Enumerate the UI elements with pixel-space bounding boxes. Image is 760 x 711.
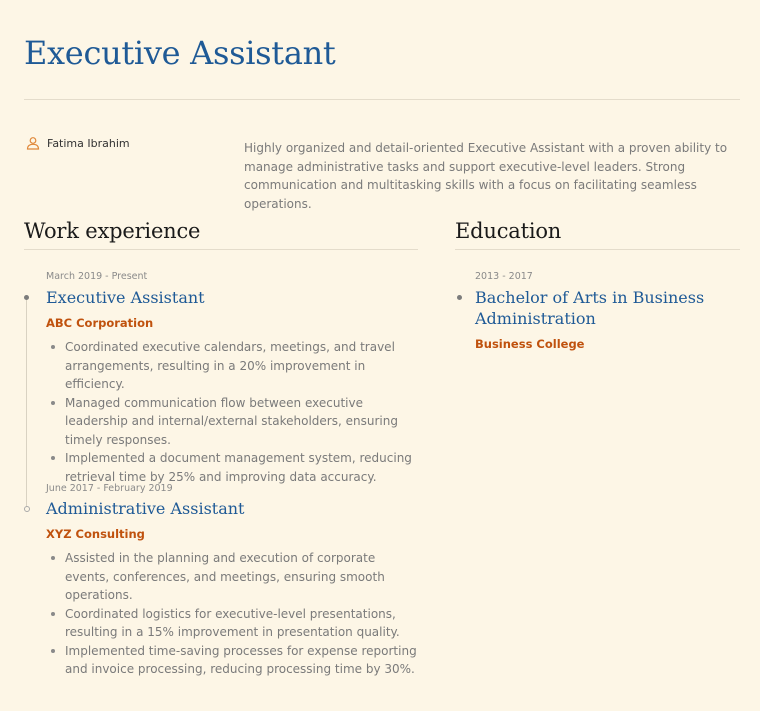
user-icon [26, 136, 40, 150]
candidate-name: Fatima Ibrahim [47, 136, 130, 150]
list-item: Coordinated logistics for executive-level presentations, resulting in a 15% improvement in presentation quality. [46, 605, 418, 642]
timeline-line [26, 296, 27, 508]
degree-title: Bachelor of Arts in Business Administration [475, 288, 705, 328]
page-title: Executive Assistant [24, 34, 336, 72]
job-title: Administrative Assistant [46, 499, 245, 518]
list-item: Implemented a document management system, reducing retrieval time by 25% and improving data accuracy. [46, 449, 418, 486]
education-heading: Education [455, 219, 562, 243]
job-bullets [46, 549, 418, 679]
job-title: Executive Assistant [46, 288, 205, 307]
job-company: ABC Corporation [46, 316, 154, 330]
list-item: Coordinated executive calendars, meetings, and travel arrangements, resulting in a 20% improvement in efficiency. [46, 338, 418, 394]
list-item: Assisted in the planning and execution of corporate events, conferences, and meetings, ensuring smooth operations. [46, 549, 418, 605]
summary-text: Highly organized and detail-oriented Executive Assistant with a proven ability to manage administrative tasks and support executive-level leaders. Strong communication and multitasking skills with a focus on facilitating seamless operations. [244, 141, 728, 211]
education-divider [455, 249, 740, 250]
education-dot [457, 295, 462, 300]
job-dates: June 2017 - February 2019 [46, 483, 173, 494]
job-company: XYZ Consulting [46, 527, 145, 541]
list-item: Implemented time-saving processes for expense reporting and invoice processing, reducing processing time by 30%. [46, 642, 418, 679]
header-divider [24, 99, 740, 100]
list-item: Managed communication flow between executive leadership and internal/external stakeholders, ensuring timely responses. [46, 394, 418, 450]
school-name: Business College [475, 337, 585, 351]
timeline-dot-filled [24, 295, 29, 300]
work-experience-heading: Work experience [24, 219, 201, 243]
work-divider [24, 249, 418, 250]
job-bullets [46, 338, 418, 486]
education-dates: 2013 - 2017 [475, 271, 533, 282]
contact-name [26, 136, 130, 150]
job-dates: March 2019 - Present [46, 271, 148, 282]
timeline-dot-open [24, 506, 30, 512]
